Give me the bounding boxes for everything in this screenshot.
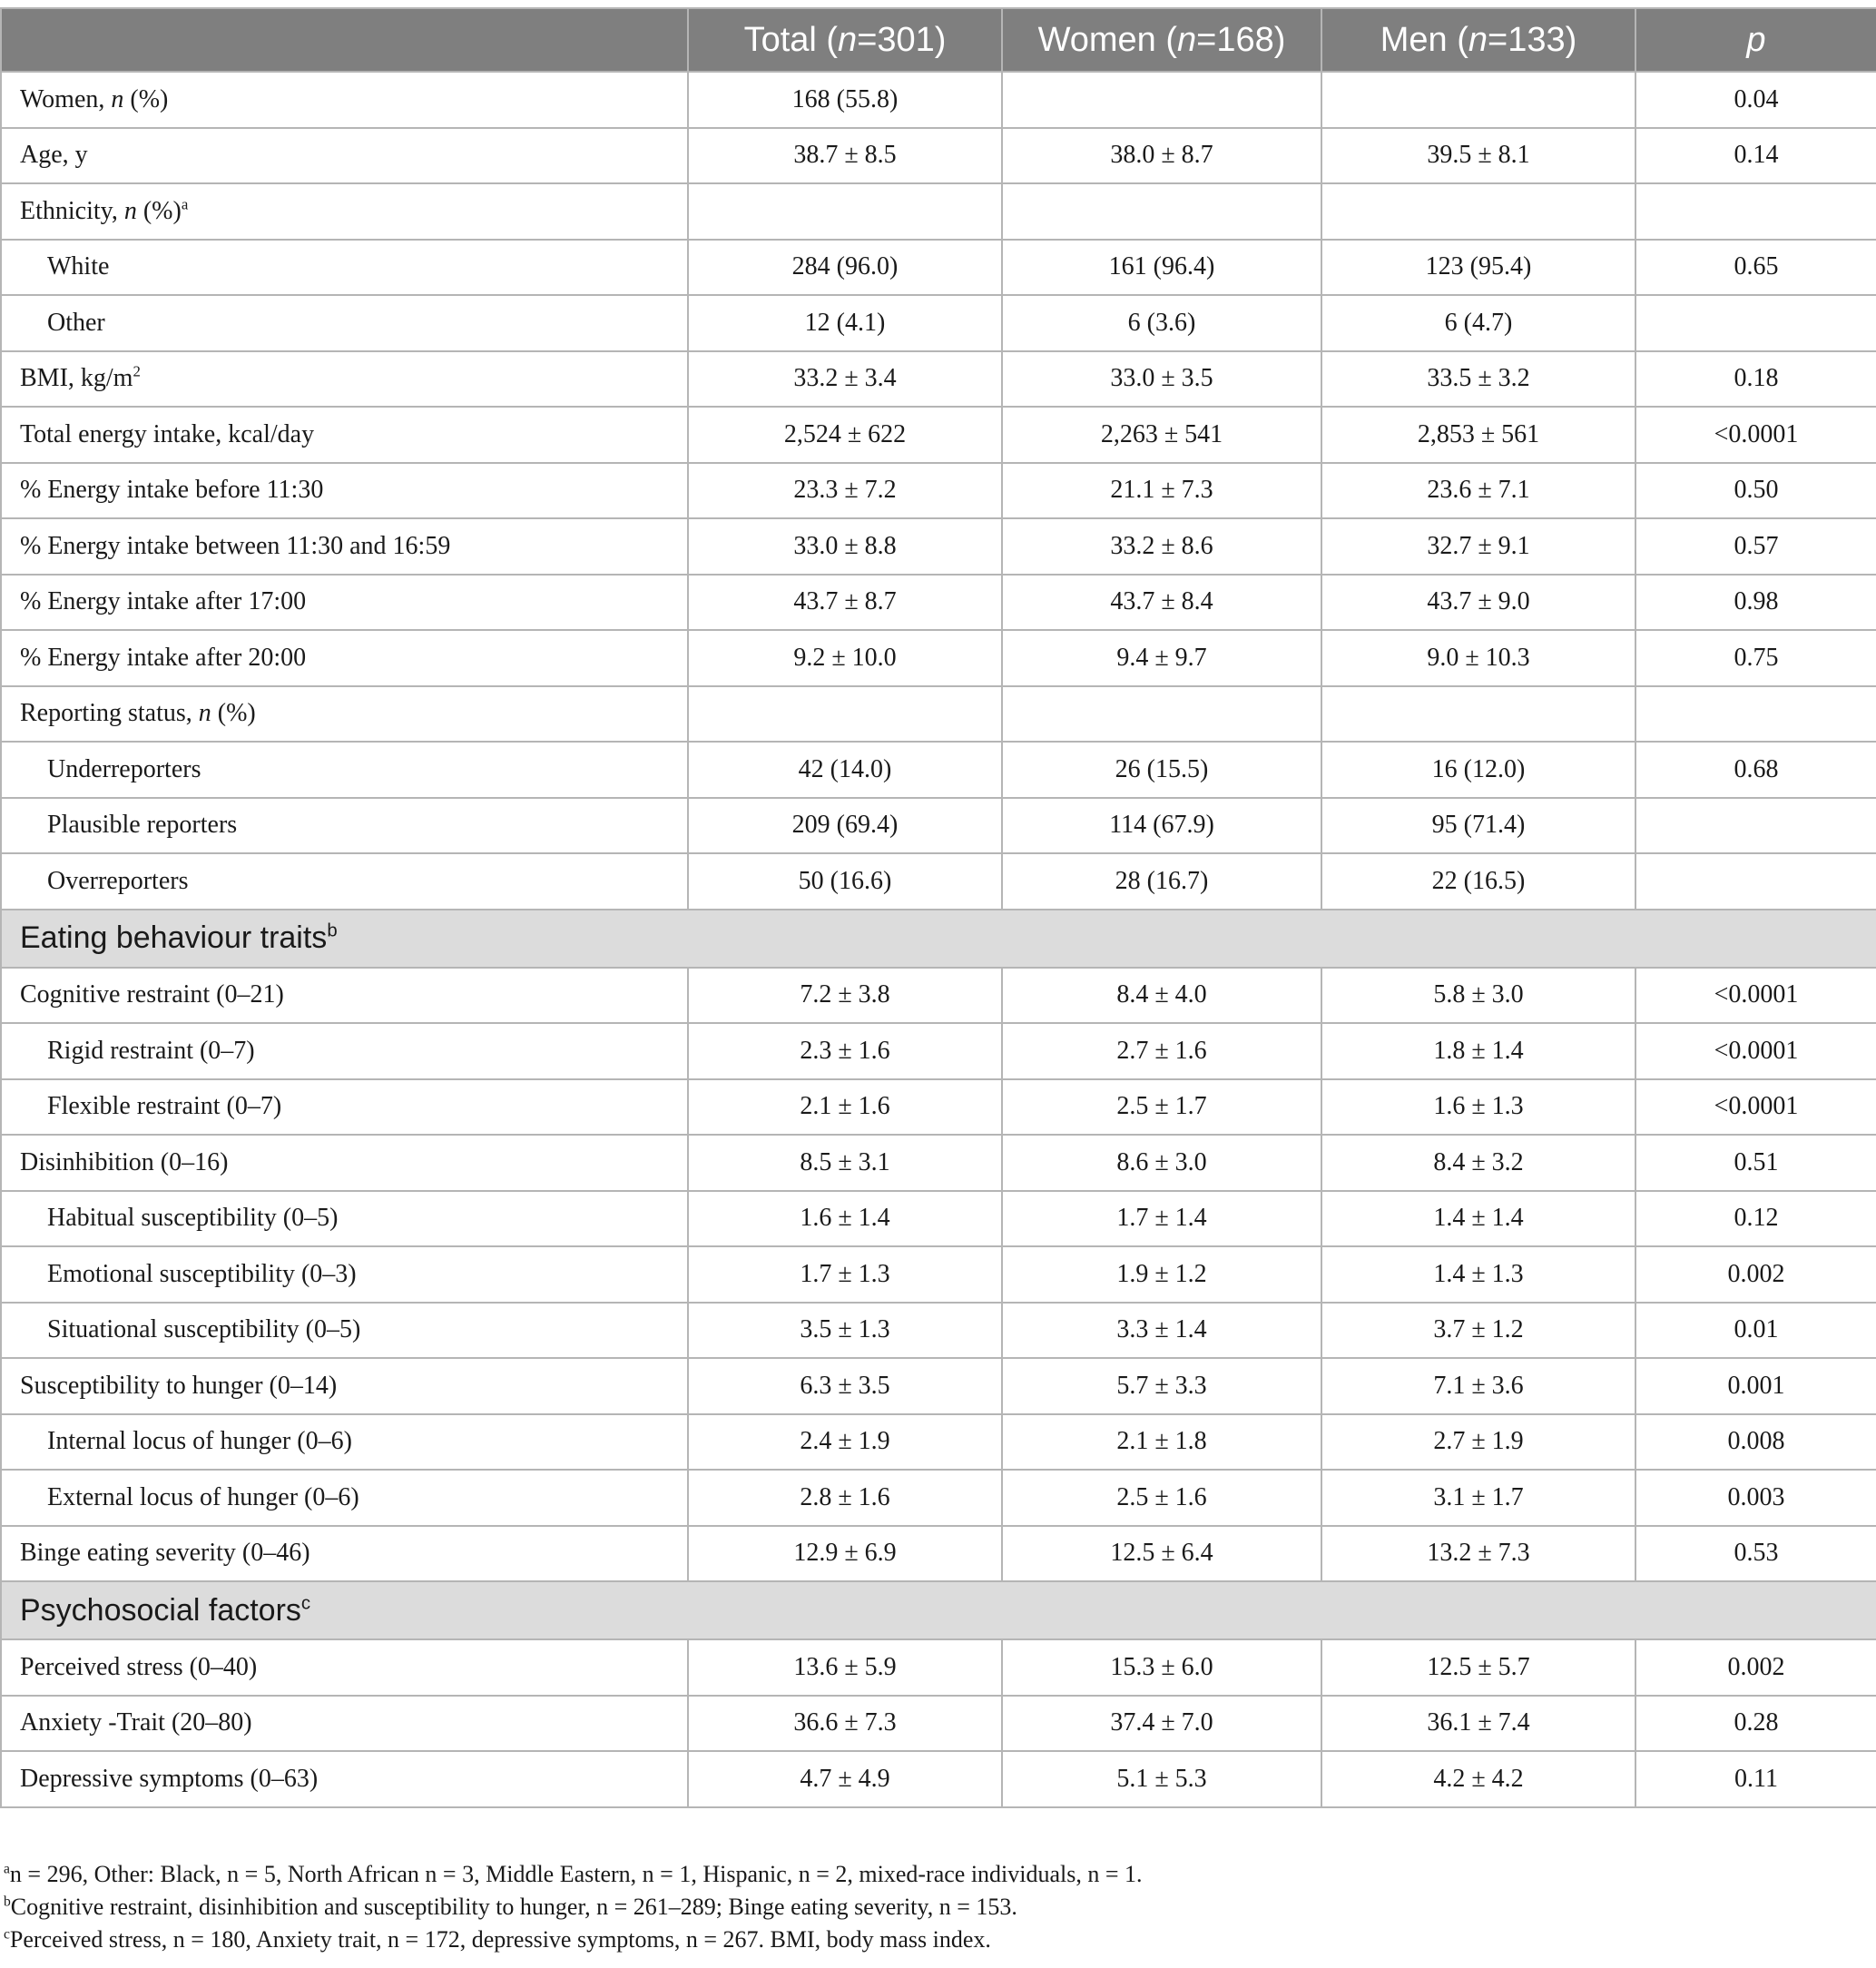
cell-total: 50 (16.6): [688, 853, 1002, 910]
cell-women: 21.1 ± 7.3: [1002, 463, 1321, 519]
cell-women: 2,263 ± 541: [1002, 407, 1321, 463]
cell-women: [1002, 183, 1321, 240]
table-row: [1, 1526, 1876, 1582]
cell-p-value: 0.75: [1635, 630, 1876, 686]
cell-total: 2.8 ± 1.6: [688, 1470, 1002, 1526]
row-label: % Energy intake after 17:00: [1, 575, 688, 631]
row-label: Habitual susceptibility (0–5): [1, 1191, 688, 1247]
cell-men: 95 (71.4): [1321, 798, 1635, 854]
cell-p-value: 0.14: [1635, 128, 1876, 184]
cell-men: 16 (12.0): [1321, 742, 1635, 798]
cell-women: 33.0 ± 3.5: [1002, 351, 1321, 408]
cell-total: 23.3 ± 7.2: [688, 463, 1002, 519]
cell-p-value: [1635, 295, 1876, 351]
cell-total: 7.2 ± 3.8: [688, 968, 1002, 1024]
cell-p-value: <0.0001: [1635, 968, 1876, 1024]
row-label: Binge eating severity (0–46): [1, 1526, 688, 1582]
cell-women: 15.3 ± 6.0: [1002, 1639, 1321, 1696]
row-label: Perceived stress (0–40): [1, 1639, 688, 1696]
table-row: [1, 1639, 1876, 1696]
row-label: Internal locus of hunger (0–6): [1, 1414, 688, 1471]
table-row: [1, 128, 1876, 184]
table-row: [1, 630, 1876, 686]
cell-p-value: 0.65: [1635, 240, 1876, 296]
cell-women: 2.1 ± 1.8: [1002, 1414, 1321, 1471]
cell-men: 1.4 ± 1.4: [1321, 1191, 1635, 1247]
row-label: Disinhibition (0–16): [1, 1135, 688, 1191]
table-row: [1, 240, 1876, 296]
cell-total: 8.5 ± 3.1: [688, 1135, 1002, 1191]
cell-total: 3.5 ± 1.3: [688, 1303, 1002, 1359]
cell-total: [688, 183, 1002, 240]
cell-total: 6.3 ± 3.5: [688, 1358, 1002, 1414]
row-label: % Energy intake after 20:00: [1, 630, 688, 686]
cell-women: 8.6 ± 3.0: [1002, 1135, 1321, 1191]
row-label: Anxiety -Trait (20–80): [1, 1696, 688, 1752]
cell-women: 2.5 ± 1.6: [1002, 1470, 1321, 1526]
header-p: p: [1635, 8, 1876, 72]
cell-total: 2.4 ± 1.9: [688, 1414, 1002, 1471]
cell-men: 36.1 ± 7.4: [1321, 1696, 1635, 1752]
cell-total: 43.7 ± 8.7: [688, 575, 1002, 631]
table-row: [1, 295, 1876, 351]
cell-total: 2.3 ± 1.6: [688, 1023, 1002, 1079]
cell-men: 8.4 ± 3.2: [1321, 1135, 1635, 1191]
row-label: External locus of hunger (0–6): [1, 1470, 688, 1526]
cell-total: 9.2 ± 10.0: [688, 630, 1002, 686]
cell-men: 12.5 ± 5.7: [1321, 1639, 1635, 1696]
cell-men: 39.5 ± 8.1: [1321, 128, 1635, 184]
row-label: BMI, $kg/m^2$: [1, 351, 688, 408]
row-label: % Energy intake before 11:30: [1, 463, 688, 519]
cell-total: 1.6 ± 1.4: [688, 1191, 1002, 1247]
section-title: Psychosocial factors$^c$: [1, 1581, 1876, 1639]
cell-p-value: 0.51: [1635, 1135, 1876, 1191]
row-label: Other: [1, 295, 688, 351]
cell-p-value: 0.53: [1635, 1526, 1876, 1582]
header-blank-cell: [1, 8, 688, 72]
cell-men: 3.7 ± 1.2: [1321, 1303, 1635, 1359]
table-row: [1, 1470, 1876, 1526]
row-label: Susceptibility to hunger (0–14): [1, 1358, 688, 1414]
table-header-row: [1, 8, 1876, 72]
cell-p-value: 0.002: [1635, 1246, 1876, 1303]
row-label: Situational susceptibility (0–5): [1, 1303, 688, 1359]
table-row: [1, 1079, 1876, 1136]
cell-p-value: 0.04: [1635, 72, 1876, 128]
row-label: Age, y: [1, 128, 688, 184]
row-label: Rigid restraint (0–7): [1, 1023, 688, 1079]
row-label: Emotional susceptibility (0–3): [1, 1246, 688, 1303]
cell-women: [1002, 72, 1321, 128]
cell-women: 43.7 ± 8.4: [1002, 575, 1321, 631]
row-label: Underreporters: [1, 742, 688, 798]
cell-men: 3.1 ± 1.7: [1321, 1470, 1635, 1526]
cell-p-value: 0.28: [1635, 1696, 1876, 1752]
cell-women: 2.5 ± 1.7: [1002, 1079, 1321, 1136]
cell-p-value: 0.001: [1635, 1358, 1876, 1414]
cell-p-value: 0.008: [1635, 1414, 1876, 1471]
cell-total: 2,524 ± 622: [688, 407, 1002, 463]
cell-p-value: 0.11: [1635, 1751, 1876, 1807]
row-label: Cognitive restraint (0–21): [1, 968, 688, 1024]
data-table-container: [0, 7, 1876, 1808]
table-row: [1, 407, 1876, 463]
row-label: Flexible restraint (0–7): [1, 1079, 688, 1136]
row-label: Ethnicity, n (%)$^a$: [1, 183, 688, 240]
table-row: [1, 1135, 1876, 1191]
cell-women: [1002, 686, 1321, 743]
table-row: [1, 853, 1876, 910]
table-row: [1, 1751, 1876, 1807]
cell-women: 9.4 ± 9.7: [1002, 630, 1321, 686]
cell-men: 9.0 ± 10.3: [1321, 630, 1635, 686]
table-body: [1, 72, 1876, 1807]
cell-p-value: 0.003: [1635, 1470, 1876, 1526]
footnote-c: $^c$Perceived stress, n = 180, Anxiety trait, n = 172, depressive symptoms, n = 267. BMI, body mass index.: [4, 1926, 991, 1953]
table-row: [1, 1191, 1876, 1247]
cell-men: 6 (4.7): [1321, 295, 1635, 351]
cell-women: 5.1 ± 5.3: [1002, 1751, 1321, 1807]
footnote-a: $^a$n = 296, Other: Black, n = 5, North African n = 3, Middle Eastern, n = 1, Hispanic, n = 2, mixed-race individuals, n = 1.: [4, 1861, 1143, 1887]
footnote-b: $^b$Cognitive restraint, disinhibition and susceptibility to hunger, n = 261–289; Binge eating severity, n = 153.: [4, 1894, 1017, 1920]
cell-total: 12.9 ± 6.9: [688, 1526, 1002, 1582]
table-row: [1, 1246, 1876, 1303]
cell-total: 209 (69.4): [688, 798, 1002, 854]
row-label: White: [1, 240, 688, 296]
table-row: [1, 463, 1876, 519]
row-label: Overreporters: [1, 853, 688, 910]
row-label: Reporting status, n (%): [1, 686, 688, 743]
cell-p-value: 0.68: [1635, 742, 1876, 798]
cell-total: 168 (55.8): [688, 72, 1002, 128]
cell-men: 1.4 ± 1.3: [1321, 1246, 1635, 1303]
cell-men: 1.6 ± 1.3: [1321, 1079, 1635, 1136]
row-label: Depressive symptoms (0–63): [1, 1751, 688, 1807]
cell-men: [1321, 686, 1635, 743]
header-women: Women (n=168): [1002, 8, 1321, 72]
header-men: Men (n=133): [1321, 8, 1635, 72]
table-row: [1, 351, 1876, 408]
cell-p-value: <0.0001: [1635, 407, 1876, 463]
cell-p-value: <0.0001: [1635, 1023, 1876, 1079]
cell-men: 2.7 ± 1.9: [1321, 1414, 1635, 1471]
cell-men: 2,853 ± 561: [1321, 407, 1635, 463]
table-row: [1, 1358, 1876, 1414]
cell-women: 33.2 ± 8.6: [1002, 518, 1321, 575]
cell-men: 33.5 ± 3.2: [1321, 351, 1635, 408]
cell-total: [688, 686, 1002, 743]
section-header-row: [1, 910, 1876, 968]
row-label: Plausible reporters: [1, 798, 688, 854]
cell-women: 2.7 ± 1.6: [1002, 1023, 1321, 1079]
cell-men: 4.2 ± 4.2: [1321, 1751, 1635, 1807]
header-total: Total (n=301): [688, 8, 1002, 72]
cell-women: 37.4 ± 7.0: [1002, 1696, 1321, 1752]
cell-p-value: 0.12: [1635, 1191, 1876, 1247]
cell-total: 36.6 ± 7.3: [688, 1696, 1002, 1752]
cell-p-value: [1635, 183, 1876, 240]
cell-p-value: 0.57: [1635, 518, 1876, 575]
section-header-row: [1, 1581, 1876, 1639]
table-row: [1, 742, 1876, 798]
cell-men: 1.8 ± 1.4: [1321, 1023, 1635, 1079]
cell-men: 5.8 ± 3.0: [1321, 968, 1635, 1024]
table-row: [1, 686, 1876, 743]
cell-men: [1321, 183, 1635, 240]
table-row: [1, 518, 1876, 575]
cell-total: 4.7 ± 4.9: [688, 1751, 1002, 1807]
cell-men: [1321, 72, 1635, 128]
cell-men: 23.6 ± 7.1: [1321, 463, 1635, 519]
cell-women: 12.5 ± 6.4: [1002, 1526, 1321, 1582]
cell-women: 38.0 ± 8.7: [1002, 128, 1321, 184]
cell-p-value: [1635, 798, 1876, 854]
table-row: [1, 1303, 1876, 1359]
table-row: [1, 1414, 1876, 1471]
cell-women: 8.4 ± 4.0: [1002, 968, 1321, 1024]
cell-women: 114 (67.9): [1002, 798, 1321, 854]
cell-p-value: <0.0001: [1635, 1079, 1876, 1136]
cell-total: 13.6 ± 5.9: [688, 1639, 1002, 1696]
cell-total: 2.1 ± 1.6: [688, 1079, 1002, 1136]
cell-total: 42 (14.0): [688, 742, 1002, 798]
cell-women: 5.7 ± 3.3: [1002, 1358, 1321, 1414]
cell-women: 161 (96.4): [1002, 240, 1321, 296]
cell-p-value: 0.50: [1635, 463, 1876, 519]
table-row: [1, 968, 1876, 1024]
characteristics-table: [0, 7, 1876, 1808]
cell-p-value: [1635, 686, 1876, 743]
row-label: % Energy intake between 11:30 and 16:59: [1, 518, 688, 575]
section-title: Eating behaviour traits$^b$: [1, 910, 1876, 968]
cell-total: 33.2 ± 3.4: [688, 351, 1002, 408]
table-row: [1, 575, 1876, 631]
cell-p-value: 0.18: [1635, 351, 1876, 408]
cell-women: 1.7 ± 1.4: [1002, 1191, 1321, 1247]
cell-men: 43.7 ± 9.0: [1321, 575, 1635, 631]
cell-p-value: 0.98: [1635, 575, 1876, 631]
table-row: [1, 798, 1876, 854]
cell-men: 22 (16.5): [1321, 853, 1635, 910]
cell-men: 13.2 ± 7.3: [1321, 1526, 1635, 1582]
cell-women: 26 (15.5): [1002, 742, 1321, 798]
cell-total: 33.0 ± 8.8: [688, 518, 1002, 575]
cell-total: 12 (4.1): [688, 295, 1002, 351]
cell-women: 3.3 ± 1.4: [1002, 1303, 1321, 1359]
cell-men: 32.7 ± 9.1: [1321, 518, 1635, 575]
table-row: [1, 1023, 1876, 1079]
cell-women: 1.9 ± 1.2: [1002, 1246, 1321, 1303]
cell-p-value: 0.002: [1635, 1639, 1876, 1696]
cell-women: 28 (16.7): [1002, 853, 1321, 910]
table-row: [1, 183, 1876, 240]
cell-total: 1.7 ± 1.3: [688, 1246, 1002, 1303]
cell-total: 284 (96.0): [688, 240, 1002, 296]
row-label: Women, n (%): [1, 72, 688, 128]
table-row: [1, 72, 1876, 128]
table-row: [1, 1696, 1876, 1752]
cell-men: 7.1 ± 3.6: [1321, 1358, 1635, 1414]
cell-p-value: 0.01: [1635, 1303, 1876, 1359]
cell-total: 38.7 ± 8.5: [688, 128, 1002, 184]
cell-p-value: [1635, 853, 1876, 910]
cell-men: 123 (95.4): [1321, 240, 1635, 296]
row-label: Total energy intake, kcal/day: [1, 407, 688, 463]
cell-women: 6 (3.6): [1002, 295, 1321, 351]
